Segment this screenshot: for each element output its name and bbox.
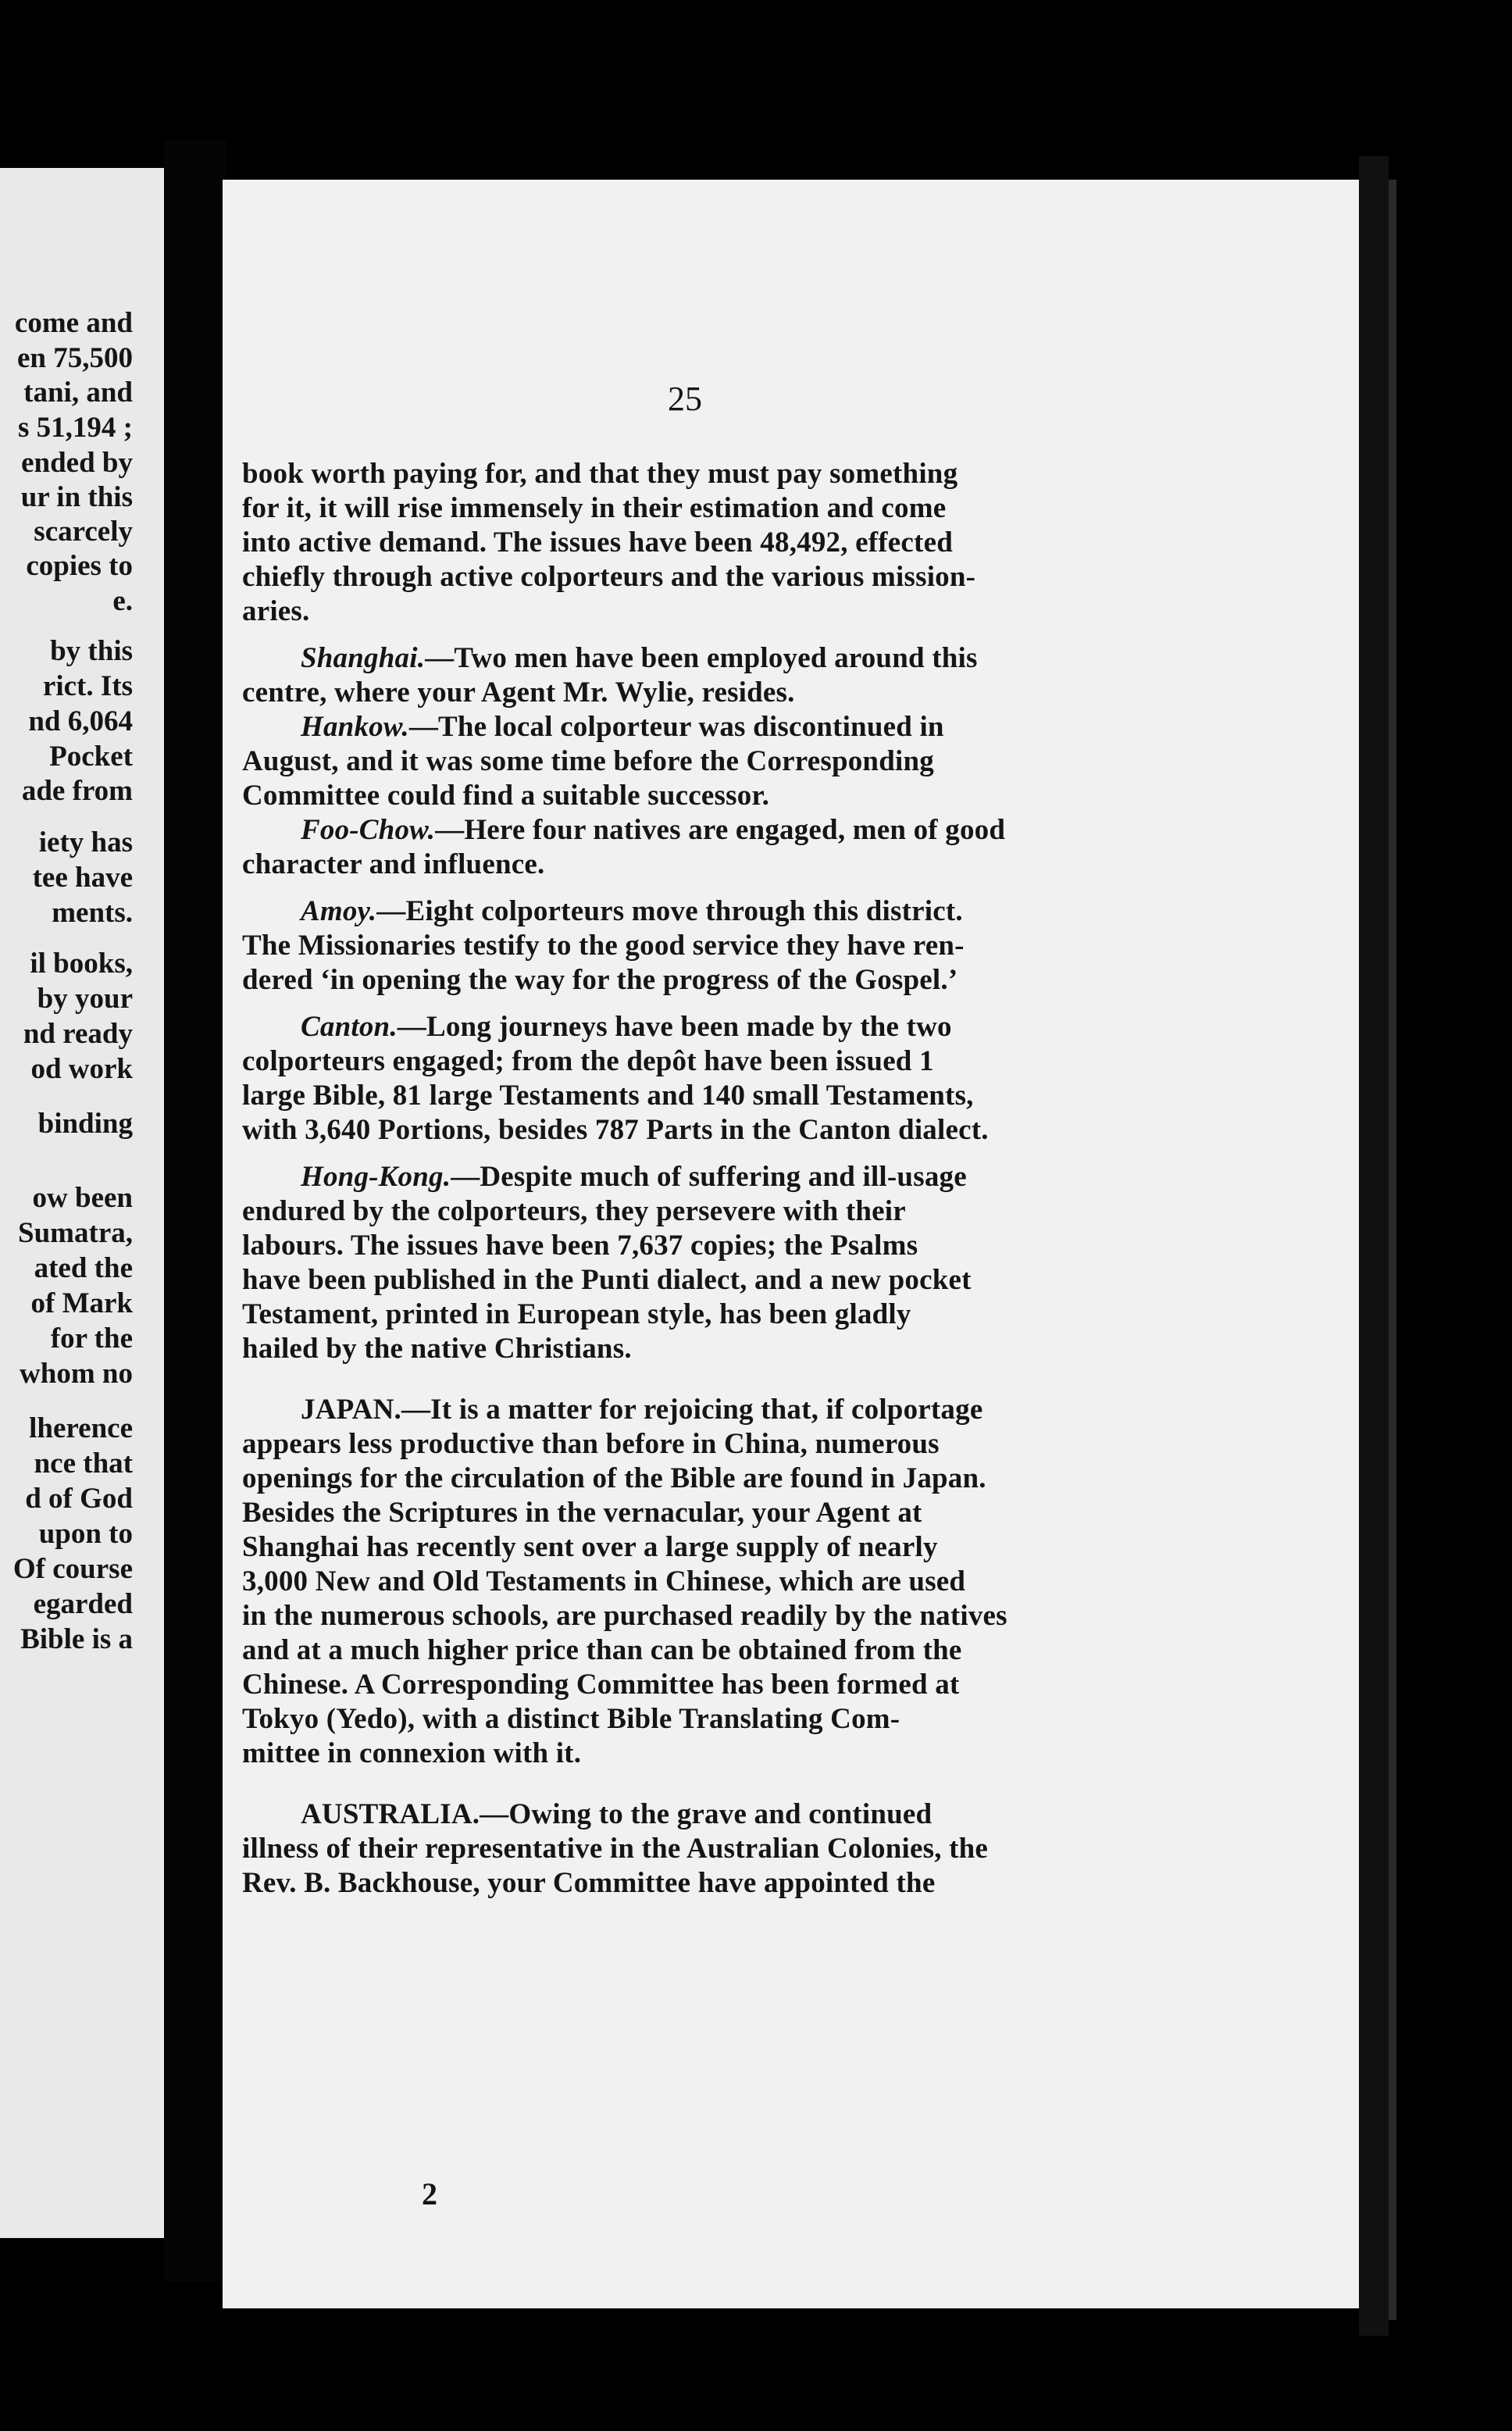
text-line: Shanghai.—Two men have been employed around this xyxy=(301,642,978,674)
left-page-fragment: rict. Its xyxy=(42,670,133,702)
left-page-fragment: od work xyxy=(30,1053,133,1085)
text-line: Committee could find a suitable successor. xyxy=(242,780,770,812)
left-page-fragment: binding xyxy=(37,1108,133,1140)
left-page-fragment: by your xyxy=(37,983,133,1015)
text-line: labours. The issues have been 7,637 copies; the Psalms xyxy=(242,1230,918,1262)
left-page-fragment: il books, xyxy=(30,948,133,980)
left-page-fragment: tee have xyxy=(32,862,133,894)
text-line: Shanghai has recently sent over a large supply of nearly xyxy=(242,1531,938,1563)
paragraph-gap xyxy=(242,1366,1359,1393)
text-line: and at a much higher price than can be obtained from the xyxy=(242,1634,962,1666)
left-page-fragment: for the xyxy=(50,1323,133,1355)
left-page-fragment: come and xyxy=(14,307,133,339)
left-page-fragment: ade from xyxy=(21,775,133,807)
left-page-fragment: upon to xyxy=(38,1518,133,1550)
text-line: Chinese. A Corresponding Committee has been formed at xyxy=(242,1669,960,1701)
text-line: JAPAN.—It is a matter for rejoicing that, if colportage xyxy=(301,1394,983,1426)
text-line: Testament, printed in European style, has been gladly xyxy=(242,1298,911,1330)
paragraph-gap xyxy=(242,629,1359,641)
text-line: character and influence. xyxy=(242,848,545,880)
text-line: illness of their representative in the Australian Colonies, the xyxy=(242,1833,989,1865)
text-line: aries. xyxy=(242,595,310,627)
place-name: Shanghai. xyxy=(301,642,426,674)
signature-mark: 2 xyxy=(422,2176,437,2211)
page-number: 25 xyxy=(668,380,702,418)
left-page-fragment: copies to xyxy=(26,550,133,582)
book-gutter xyxy=(164,141,226,2281)
left-page-fragment: tani, and xyxy=(23,377,133,409)
text-line: Amoy.—Eight colporteurs move through this district. xyxy=(301,895,963,927)
left-page-fragment: ow been xyxy=(32,1182,133,1214)
text-line: appears less productive than before in China, numerous xyxy=(242,1428,940,1460)
left-page-fragment: ur in this xyxy=(20,481,133,513)
text-line: openings for the circulation of the Bible are found in Japan. xyxy=(242,1462,986,1494)
text-line: mittee in connexion with it. xyxy=(242,1737,582,1769)
left-page-fragment: d of God xyxy=(25,1483,133,1515)
left-page-fragment: ended by xyxy=(21,447,133,479)
text-line: have been published in the Punti dialect, and a new pocket xyxy=(242,1264,972,1296)
text-line: colporteurs engaged; from the depôt have been issued 1 xyxy=(242,1045,934,1077)
left-page-fragment: nce that xyxy=(34,1448,133,1480)
place-name: Hankow. xyxy=(301,711,409,743)
text-line: in the numerous schools, are purchased readily by the natives xyxy=(242,1600,1007,1632)
text-line: book worth paying for, and that they must pay something xyxy=(242,458,958,490)
left-page-fragment: Of course xyxy=(12,1553,133,1585)
place-name: Hong-Kong. xyxy=(301,1161,451,1193)
left-page-fragment: scarcely xyxy=(34,516,133,548)
text-line: endured by the colporteurs, they persevere with their xyxy=(242,1195,906,1227)
text-line: August, and it was some time before the Corresponding xyxy=(242,745,934,777)
text-line: centre, where your Agent Mr. Wylie, resides. xyxy=(242,676,795,709)
place-name: Amoy. xyxy=(301,895,377,927)
left-page-fragment: e. xyxy=(112,585,133,617)
paragraph-gap xyxy=(242,882,1359,894)
paragraph-gap xyxy=(242,1148,1359,1160)
left-page-fragment: nd 6,064 xyxy=(28,705,133,737)
text-line: hailed by the native Christians. xyxy=(242,1333,632,1365)
text-line: into active demand. The issues have been 48,492, effected xyxy=(242,527,953,559)
left-page-fragment: en 75,500 xyxy=(17,342,133,374)
text-line: 3,000 New and Old Testaments in Chinese, which are used xyxy=(242,1565,966,1597)
place-name: Canton. xyxy=(301,1011,398,1043)
text-line: with 3,640 Portions, besides 787 Parts in the Canton dialect. xyxy=(242,1114,989,1146)
paragraph-gap xyxy=(242,1771,1359,1797)
left-page xyxy=(0,168,164,2238)
left-page-fragment: s 51,194 ; xyxy=(18,412,133,444)
text-line: large Bible, 81 large Testaments and 140 small Testaments, xyxy=(242,1080,974,1112)
text-line: Hong-Kong.—Despite much of suffering and ill-usage xyxy=(301,1161,967,1193)
left-page-fragment: Bible is a xyxy=(20,1623,133,1655)
left-page-fragment: of Mark xyxy=(30,1287,133,1319)
text-line: Hankow.—The local colporteur was discontinued in xyxy=(301,711,944,743)
place-name: Foo-Chow. xyxy=(301,814,436,846)
text-line: dered ‘in opening the way for the progress of the Gospel.’ xyxy=(242,964,958,996)
text-line: Canton.—Long journeys have been made by the two xyxy=(301,1011,952,1043)
paragraph-gap xyxy=(242,998,1359,1010)
left-page-fragment: Sumatra, xyxy=(18,1217,133,1249)
right-page xyxy=(223,180,1359,2308)
text-line: Tokyo (Yedo), with a distinct Bible Translating Com- xyxy=(242,1703,900,1735)
page-text-block xyxy=(242,457,1359,1901)
left-page-fragment: ated the xyxy=(34,1252,133,1284)
left-page-fragment: Pocket xyxy=(49,741,133,773)
page-edge-shadow xyxy=(1389,180,1396,2320)
left-page-fragment: ments. xyxy=(52,897,133,929)
text-line: Besides the Scriptures in the vernacular, your Agent at xyxy=(242,1497,922,1529)
left-page-fragment: iety has xyxy=(38,826,133,859)
left-page-fragment: nd ready xyxy=(23,1018,133,1050)
text-line: for it, it will rise immensely in their estimation and come xyxy=(242,492,947,524)
left-page-fragment: egarded xyxy=(33,1588,133,1620)
text-line: chiefly through active colporteurs and the various mission- xyxy=(242,561,976,593)
text-line: Rev. B. Backhouse, your Committee have appointed the xyxy=(242,1867,936,1899)
text-line: AUSTRALIA.—Owing to the grave and continued xyxy=(301,1798,933,1830)
left-page-fragment: lherence xyxy=(29,1412,133,1444)
left-page-fragment: by this xyxy=(50,635,133,667)
text-line: Foo-Chow.—Here four natives are engaged, men of good xyxy=(301,814,1006,846)
text-line: The Missionaries testify to the good service they have ren- xyxy=(242,930,965,962)
page-edge xyxy=(1359,156,1389,2336)
left-page-fragment: whom no xyxy=(20,1358,133,1390)
